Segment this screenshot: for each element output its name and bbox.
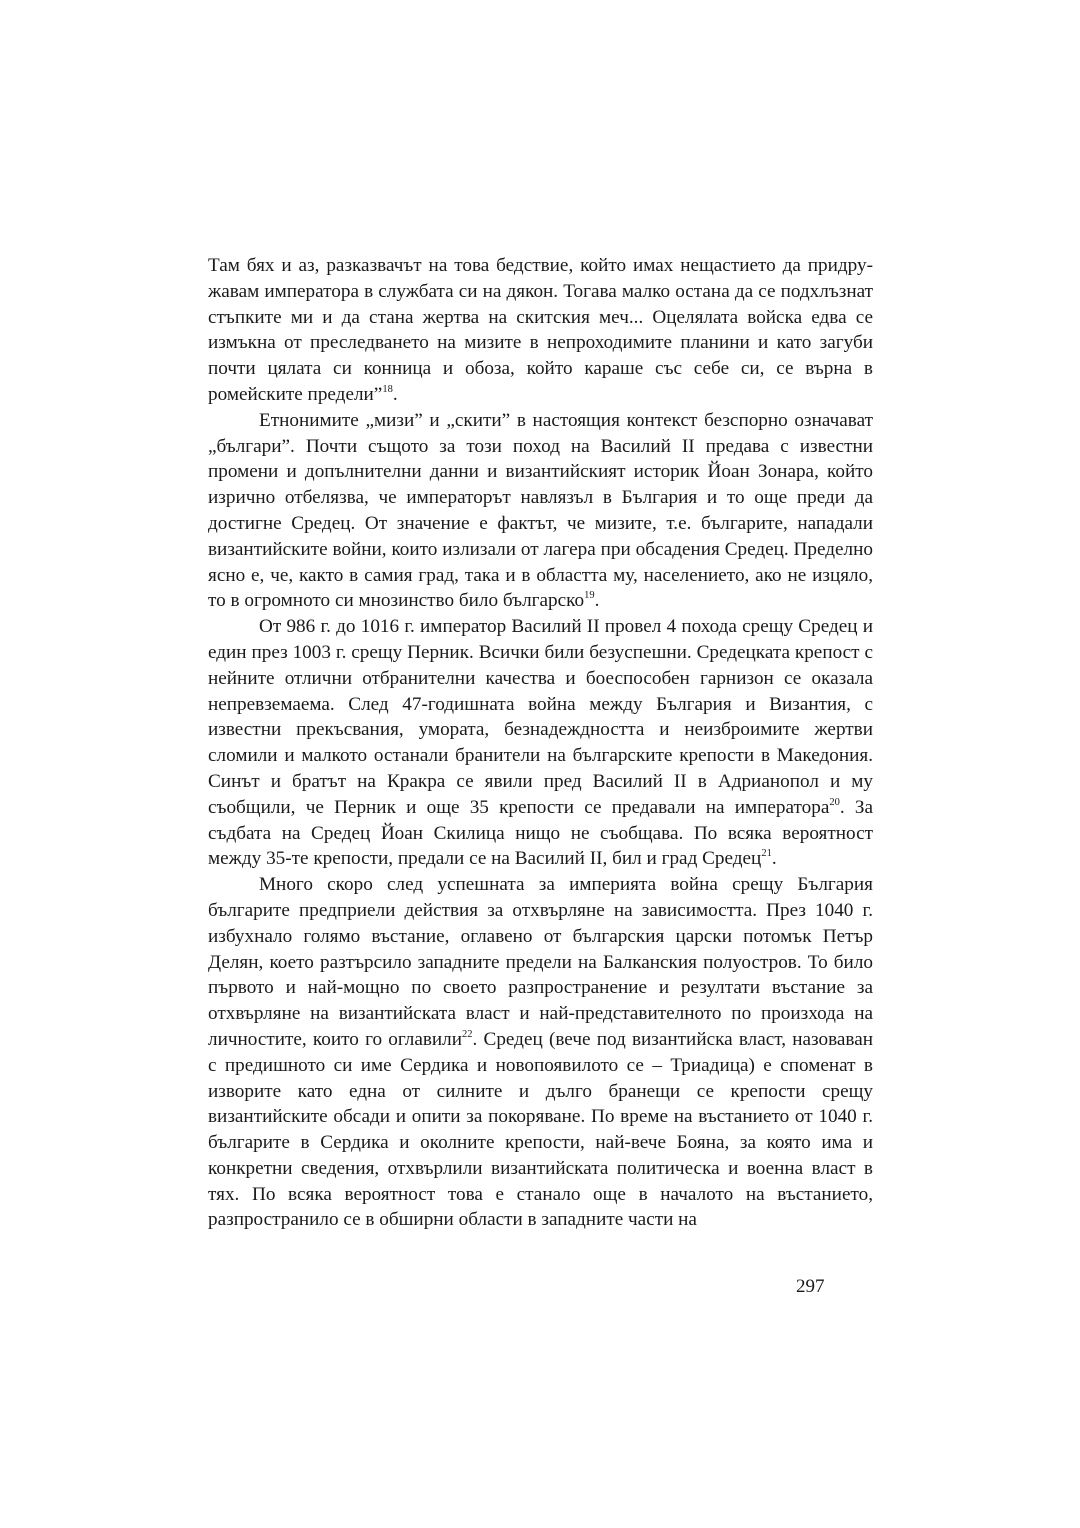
paragraph-ethnonyms [208, 408, 873, 614]
text-segment: Там бях и аз, разказвачът на това бедствие, който имах нещастието да придружавам императора в службата си на дякон. Тогава малко остана да се подхлъзнат стъпките ми и да стана жертва на скитския меч... Оцелялата войска едва се измъкна от преследването на мизите в непроходимите планини и като загуби почти цялата си конница и обоза, който караше със себе си, се върна в ромейските предели” [208, 255, 873, 405]
text-segment: . Средец (вече под византийска власт, назоваван с предишното си име Сердика и новопоявилото се – Триадица) е споменат в изворите като една от силните и дълго бранещи се крепости срещу византийските обсади и опити за покоряване. По време на въстанието от 1040 г. българите в Сердика и околните крепости, най-вече Бояна, за която има и конкретни сведения, отхвърлили византийската политическа и военна власт в тях. По всяка вероятност това е станало още в началото на въстанието, разпространило се в обширни области в западните части на [208, 1028, 873, 1231]
text-segment: Много скоро след успешната за империята война срещу България българите предприели действия за отхвърляне на зависимостта. През 1040 г. избухнало голямо въстание, оглавено от българския царски потомък Петър Делян, което разтърсило западните предели на Балканския полуостров. То било първото и най-мощно по своето разпространение и резултати въстание за отхвърляне на византийската власт и най-представителното по произхода на личностите, които го оглавили [208, 874, 873, 1050]
text-segment: . [392, 383, 398, 405]
footnote-ref-22: 22 [462, 1029, 473, 1041]
page-number: 297 [796, 1276, 825, 1297]
paragraph-quote-end [208, 253, 873, 408]
text-segment: Етнонимите „мизи” и „скити” в настоящия контекст безспорно означават „българи”. Почти същото за този поход на Василий II предава с известни промени и допълнителни данни и византийският историк Йоан Зонара, който изрично отбелязва, че императорът навлязъл в България и то още преди да достигне Средец. От значение е фактът, че мизите, т.е. българите, нападали византийските войни, които излизали от лагера при обсадения Средец. Пределно ясно е, че, както в самия град, така и в областта му, населението, ако не изцяло, то в огромното си мнозинство било българско [208, 409, 873, 612]
paragraph-uprising [208, 872, 873, 1233]
text-segment: . За съдбата на Средец Йоан Скилица нищо не съобщава. По всяка вероятност между 35-те крепости, предали се на Василий II, бил и град Средец [208, 796, 874, 870]
text-segment: . [594, 590, 600, 612]
page-body [208, 253, 873, 1233]
text-segment: . [771, 848, 777, 870]
footnote-ref-18: 18 [382, 384, 393, 396]
footnote-ref-21: 21 [761, 848, 772, 860]
footnote-ref-20: 20 [829, 796, 840, 808]
footnote-ref-19: 19 [584, 590, 595, 602]
paragraph-campaigns [208, 614, 873, 872]
text-segment: От 986 г. до 1016 г. император Василий II провел 4 похода срещу Средец и един през 1003 г. срещу Перник. Всички били безуспешни. Средецката крепост с нейните отлични отбранителни качества и боеспособен гарнизон се оказала непревземаема. След 47-годишната война между България и Византия, с известни прекъсвания, умората, безнадеждността и неизброимите жертви сломили и малкото останали бранители на българските крепости в Македония. Синът и братът на Кракра се явили пред Василий II в Адрианопол и му съобщили, че Перник и още 35 крепости се предавали на императора [208, 616, 873, 818]
